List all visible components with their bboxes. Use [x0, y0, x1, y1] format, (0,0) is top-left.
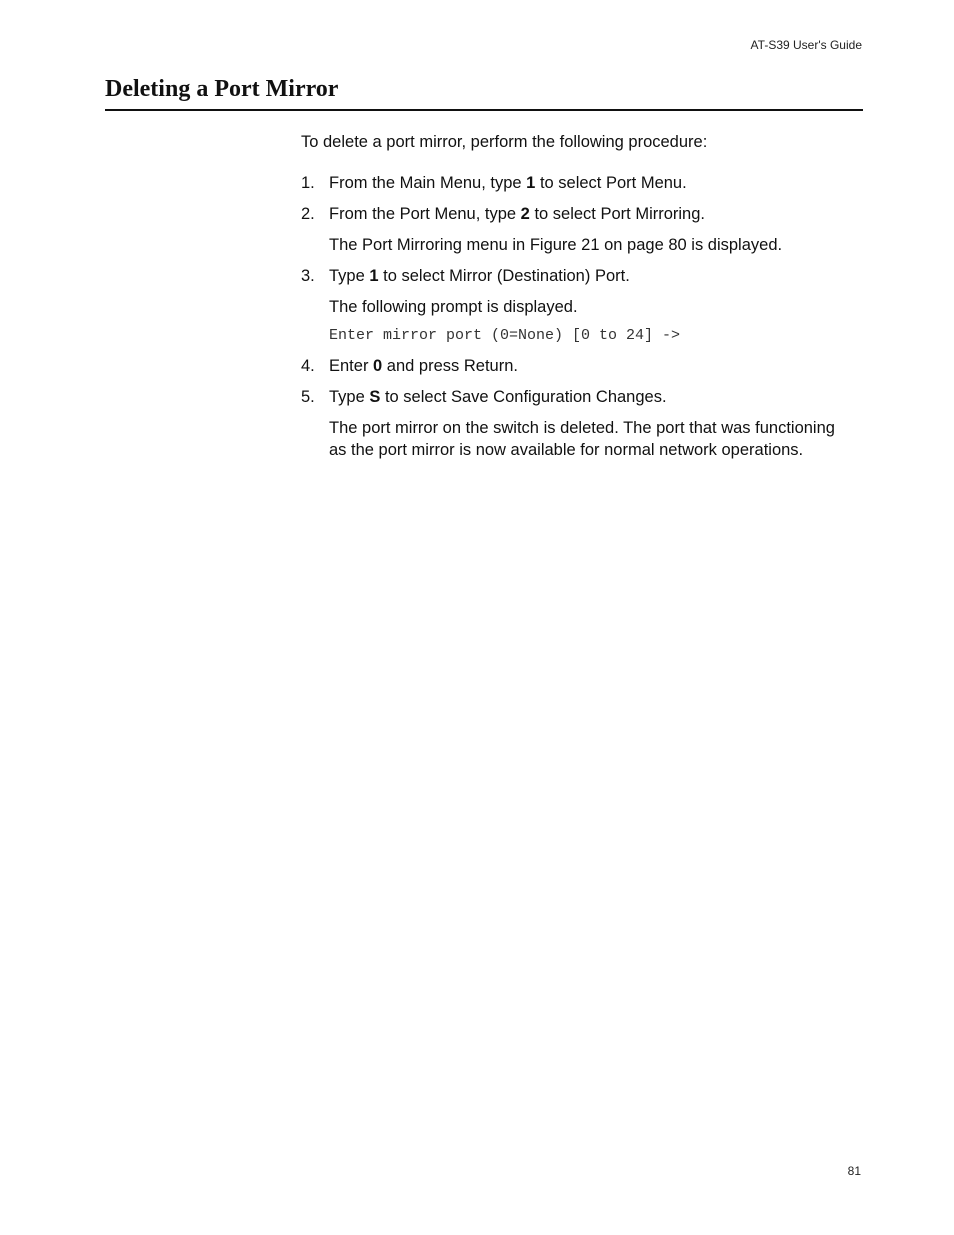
step-text-before: Enter [329, 357, 374, 375]
step-text-after: to select Port Mirroring. [529, 205, 705, 223]
title-rule [105, 109, 863, 111]
step-1 [301, 172, 841, 194]
intro-paragraph: To delete a port mirror, perform the following procedure: [301, 133, 708, 151]
procedure-content [301, 131, 841, 470]
step-2 [301, 203, 841, 256]
console-prompt: Enter mirror port (0=None) [0 to 24] -> [329, 327, 681, 344]
page-number: 81 [847, 1164, 861, 1178]
step-key: 0 [373, 357, 383, 375]
step-number: 2. [301, 205, 315, 223]
step-text-before: From the Main Menu, type [329, 174, 527, 192]
step-instruction [329, 265, 841, 287]
step-key: 2 [520, 205, 530, 223]
step-number: 1. [301, 174, 315, 192]
step-note: The following prompt is displayed. [329, 298, 578, 316]
step-text-after: to select Mirror (Destination) Port. [378, 267, 630, 285]
procedure-steps [301, 172, 841, 461]
step-text-after: to select Save Configuration Changes. [380, 388, 667, 406]
step-note: The port mirror on the switch is deleted. The port that was functioning as the port mirror is now available for normal network operations. [329, 419, 835, 459]
step-text-before: Type [329, 267, 370, 285]
step-key: S [369, 388, 381, 406]
step-text-before: Type [329, 388, 370, 406]
step-number: 4. [301, 357, 315, 375]
step-instruction [329, 386, 841, 408]
step-number: 3. [301, 267, 315, 285]
step-instruction [329, 172, 841, 194]
running-header: AT-S39 User's Guide [750, 38, 862, 52]
step-4 [301, 355, 841, 377]
step-note: The Port Mirroring menu in Figure 21 on page 80 is displayed. [329, 236, 783, 254]
step-text-before: From the Port Menu, type [329, 205, 521, 223]
step-3 [301, 265, 841, 346]
step-key: 1 [526, 174, 536, 192]
step-number: 5. [301, 388, 315, 406]
step-instruction [329, 355, 841, 377]
step-key: 1 [369, 267, 379, 285]
step-instruction [329, 203, 841, 225]
step-5 [301, 386, 841, 461]
section-title: Deleting a Port Mirror [105, 76, 339, 102]
step-text-after: and press Return. [382, 357, 518, 375]
step-text-after: to select Port Menu. [535, 174, 687, 192]
